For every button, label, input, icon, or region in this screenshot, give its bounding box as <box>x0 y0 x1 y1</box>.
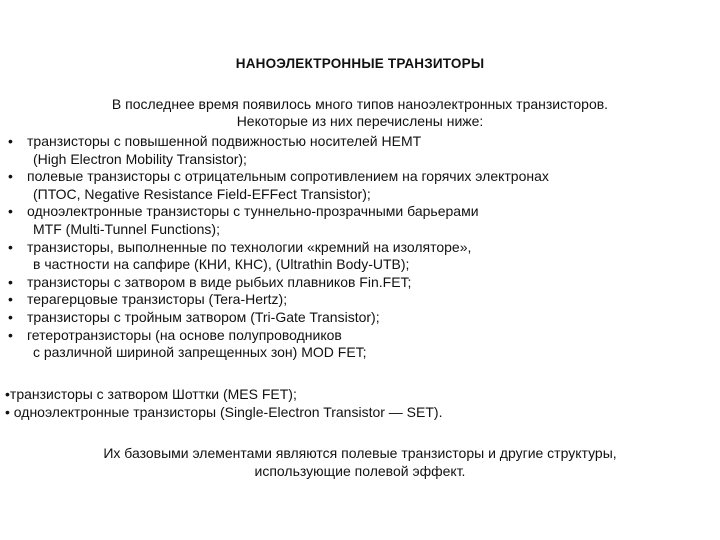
list-item-text: транзисторы с затвором в виде рыбьих плавников Fin.FET; <box>27 273 412 290</box>
closing-paragraph <box>40 445 680 480</box>
list-item <box>8 168 549 203</box>
list-item-continuation: с различной шириной запрещенных зон) MOD FET; <box>33 344 367 361</box>
bullet-icon: • <box>8 238 13 255</box>
list-item <box>8 274 549 292</box>
bullet-icon: • <box>8 326 13 343</box>
list-item <box>8 291 549 309</box>
list-item-text: транзисторы с повышенной подвижностью носителей HEMT <box>27 133 422 149</box>
bullet-icon: • <box>8 291 13 308</box>
intro-paragraph <box>60 96 660 130</box>
list-item-text: транзисторы с тройным затвором (Tri-Gate Transistor); <box>27 308 380 325</box>
list-item-continuation: (ПТОС, Negative Resistance Field-EFFect Transistor); <box>33 185 371 202</box>
list-item-text: одноэлектронные транзисторы с туннельно-прозрачными барьерами <box>27 203 479 220</box>
bullet-icon: • <box>5 386 10 402</box>
list-item-text: одноэлектронные транзисторы (Single-Electron Transistor — SET). <box>13 404 443 420</box>
closing-line-1: Их базовыми элементами являются полевые транзисторы и другие структуры, <box>103 445 617 461</box>
list-item-continuation: MTF (Multi-Tunnel Functions); <box>33 220 220 237</box>
list-item-text: транзисторы с затвором Шоттки (MES FET); <box>9 386 297 402</box>
intro-line-1: В последнее время появилось много типов наноэлектронных транзисторов. <box>111 96 609 112</box>
closing-line-2: использующие полевой эффект. <box>254 462 466 479</box>
intro-line-2: Некоторые из них перечислены ниже: <box>236 113 484 129</box>
list-item <box>5 403 442 421</box>
additional-transistor-list <box>5 385 442 421</box>
list-item-continuation: (High Electron Mobility Transistor); <box>33 150 247 167</box>
list-item <box>8 309 549 327</box>
list-item-text: терагерцовые транзисторы (Tera-Hertz); <box>27 291 288 308</box>
bullet-icon: • <box>8 168 13 185</box>
list-item <box>8 203 549 238</box>
transistor-type-list <box>8 133 549 362</box>
list-item-text: полевые транзисторы с отрицательным сопротивлением на горячих электронах <box>27 168 549 185</box>
list-item <box>8 327 549 362</box>
bullet-icon: • <box>8 203 13 220</box>
bullet-icon: • <box>5 404 10 420</box>
list-item-continuation: в частности на сапфире (КНИ, КНС), (Ultrathin Body-UTB); <box>33 256 410 273</box>
bullet-icon: • <box>8 133 13 149</box>
list-item <box>5 385 442 403</box>
list-item-text: гетеротранзисторы (на основе полупроводников <box>27 326 342 343</box>
list-item-text: транзисторы, выполненные по технологии «кремний на изоляторе», <box>27 238 472 255</box>
bullet-icon: • <box>8 273 13 290</box>
bullet-icon: • <box>8 308 13 325</box>
list-item <box>8 239 549 274</box>
list-item <box>8 133 549 168</box>
page-title: НАНОЭЛЕКТРОННЫЕ ТРАНЗИТОРЫ <box>235 56 485 71</box>
